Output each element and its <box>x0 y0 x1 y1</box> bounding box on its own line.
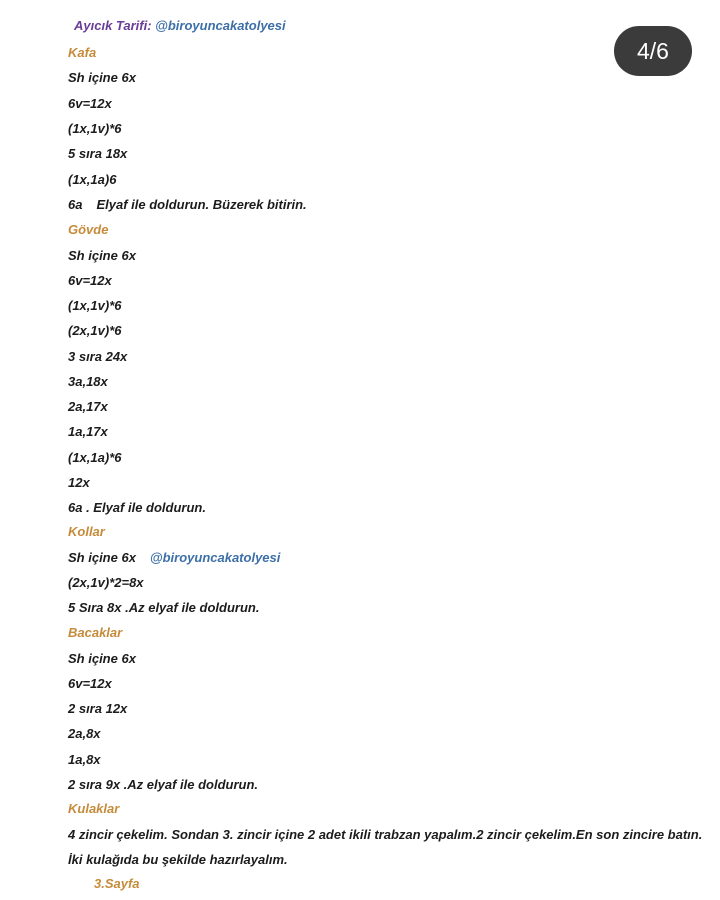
section-title-bacaklar: Bacaklar <box>68 625 123 640</box>
list-item: 5 Sıra 8x .Az elyaf ile doldurun. <box>68 600 260 615</box>
list-item: 6v=12x <box>68 96 112 111</box>
list-item: 3a,18x <box>68 374 108 389</box>
list-item-text: Sh içine 6x <box>68 550 136 565</box>
list-item: 5 sıra 18x <box>68 146 128 161</box>
list-item <box>68 550 280 565</box>
section-title-kollar: Kollar <box>68 524 105 539</box>
list-item <box>68 197 307 212</box>
list-item: 1a,17x <box>68 424 108 439</box>
recipe-header <box>74 18 286 33</box>
section-title-kulaklar: Kulaklar <box>68 801 120 816</box>
list-item: 6v=12x <box>68 273 112 288</box>
list-item: 1a,8x <box>68 752 101 767</box>
list-item: (2x,1v)*2=8x <box>68 575 144 590</box>
section-title-govde: Gövde <box>68 222 109 237</box>
list-item: 6v=12x <box>68 676 112 691</box>
list-item: 2 sıra 9x .Az elyaf ile doldurun. <box>68 777 259 792</box>
list-item-text: Elyaf ile doldurun. Büzerek bitirin. <box>96 197 307 212</box>
section-title-kafa: Kafa <box>68 45 97 60</box>
list-item: Sh içine 6x <box>68 651 136 666</box>
list-item: (1x,1a)*6 <box>68 450 122 465</box>
list-item: Sh içine 6x <box>68 70 136 85</box>
author-handle: @biroyuncakatolyesi <box>155 18 286 33</box>
list-item: 6a . Elyaf ile doldurun. <box>68 500 206 515</box>
author-handle-inline: @biroyuncakatolyesi <box>149 550 281 565</box>
list-item: (2x,1v)*6 <box>68 323 122 338</box>
list-item-code: 6a <box>68 197 83 212</box>
paragraph-kulaklar: 4 zincir çekelim. Sondan 3. zincir içine 2 adet ikili trabzan yapalım.2 zincir çekelim.En son zincire batın. İki kulağıda bu şekilde hazırlayalım. <box>68 827 703 867</box>
list-item: 3 sıra 24x <box>68 349 128 364</box>
list-item: 12x <box>68 475 90 490</box>
page-footer: 3.Sayfa <box>94 876 140 891</box>
recipe-label: Ayıcık Tarifi: <box>74 18 152 33</box>
list-item: (1x,1v)*6 <box>68 298 122 313</box>
list-item: 2a,8x <box>68 726 101 741</box>
list-item: 2 sıra 12x <box>68 701 128 716</box>
page-counter-badge: 4/6 <box>614 26 692 76</box>
list-item: (1x,1v)*6 <box>68 121 122 136</box>
list-item: Sh içine 6x <box>68 248 136 263</box>
list-item: 2a,17x <box>68 399 108 414</box>
list-item: (1x,1a)6 <box>68 172 117 187</box>
